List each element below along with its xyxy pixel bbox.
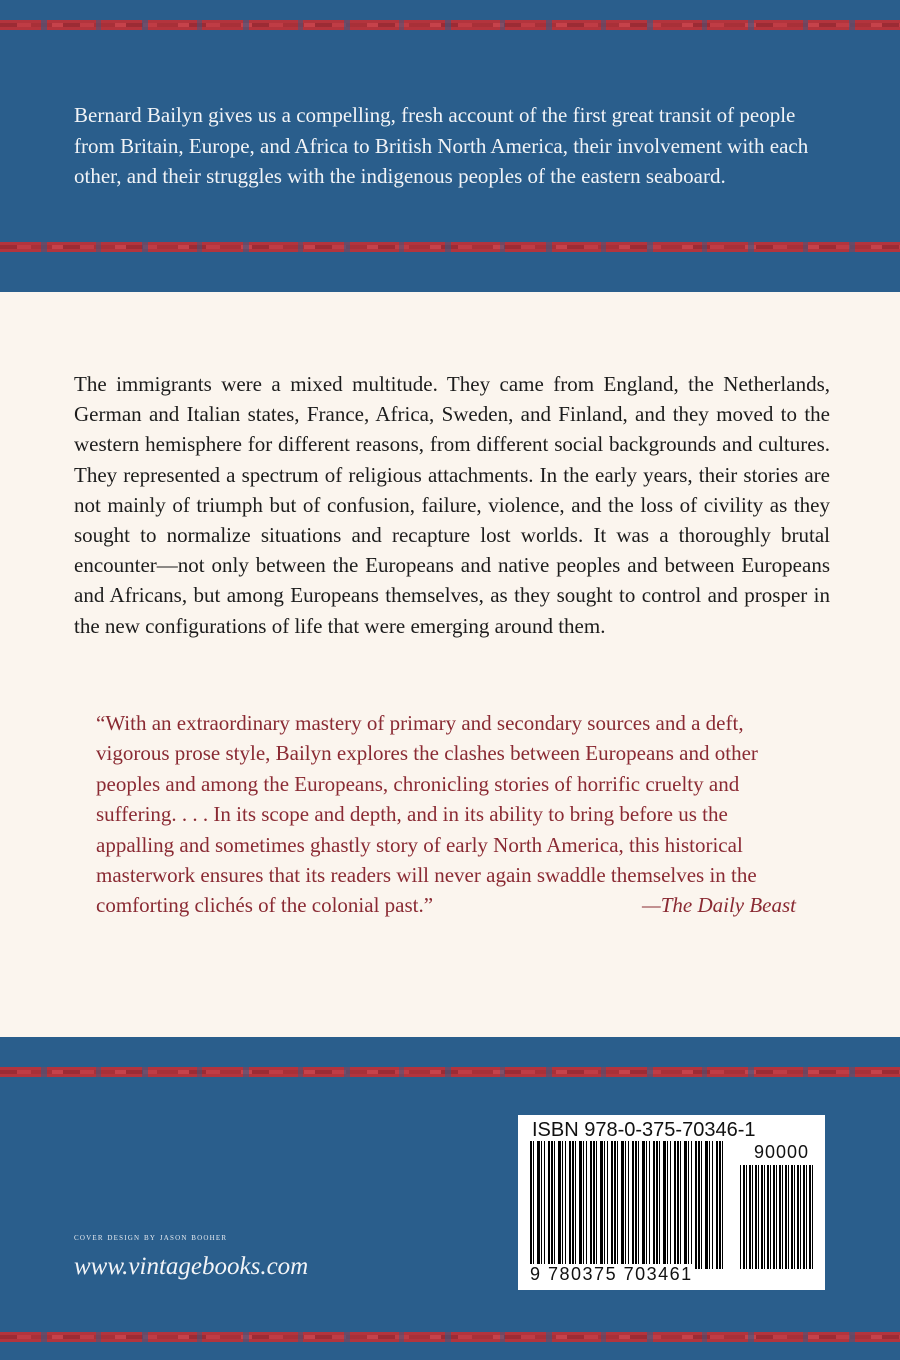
isbn-label: ISBN 978-0-375-70346-1 [532,1119,756,1141]
upper-middle-red-stripe [0,242,900,252]
barcode-addon-bars [740,1165,814,1269]
isbn-barcode [518,1115,825,1290]
top-red-stripe [0,20,900,30]
barcode-main-bars [530,1141,726,1269]
lower-middle-red-stripe [0,1067,900,1077]
quote-attribution: —The Daily Beast [642,893,796,918]
quote-text: “With an extraordinary mastery of primary and secondary sources and a deft, vigorous prose style, Bailyn explores the clashes between Europeans and other peoples and among the Europeans, chronicling stories of horrific cruelty and suffering. . . . In its scope and depth, and in its ability to bring before us the appalling and sometimes ghastly story of early North America, this historical masterwork ensures that its readers will never again swaddle themselves in the comforting clichés of the colonial past.” [96,711,758,918]
intro-paragraph: Bernard Bailyn gives us a compelling, fresh account of the first great transit of people from Britain, Europe, and Africa to British North America, their involvement with each other, and their struggles with the indigenous peoples of the eastern seaboard. [74,103,809,188]
top-blue-band [0,0,900,292]
review-quote [96,708,796,921]
description-paragraph: The immigrants were a mixed multitude. They came from England, the Netherlands, German and Italian states, France, Africa, Sweden, and Finland, and they moved to the western hemisphere for different reasons, from different social backgrounds and cultures. They represented a spectrum of religious attachments. In the early years, their stories are not mainly of triumph but of confusion, failure, violence, and the loss of civility as they sought to normalize situations and recapture lost worlds. It was a thoroughly brutal encounter—not only between the Europeans and native peoples and between Europeans and Africans, but among Europeans themselves, as they sought to control and prosper in the new configurations of life that were emerging around them. [74,372,830,638]
publisher-website: www.vintagebooks.com [74,1253,309,1280]
bottom-red-stripe [0,1332,900,1342]
cover-design-credit: cover design by jason booher [74,1232,228,1243]
barcode-digits: 9 780375 703461 [530,1264,693,1284]
barcode-price-code: 90000 [753,1142,809,1162]
